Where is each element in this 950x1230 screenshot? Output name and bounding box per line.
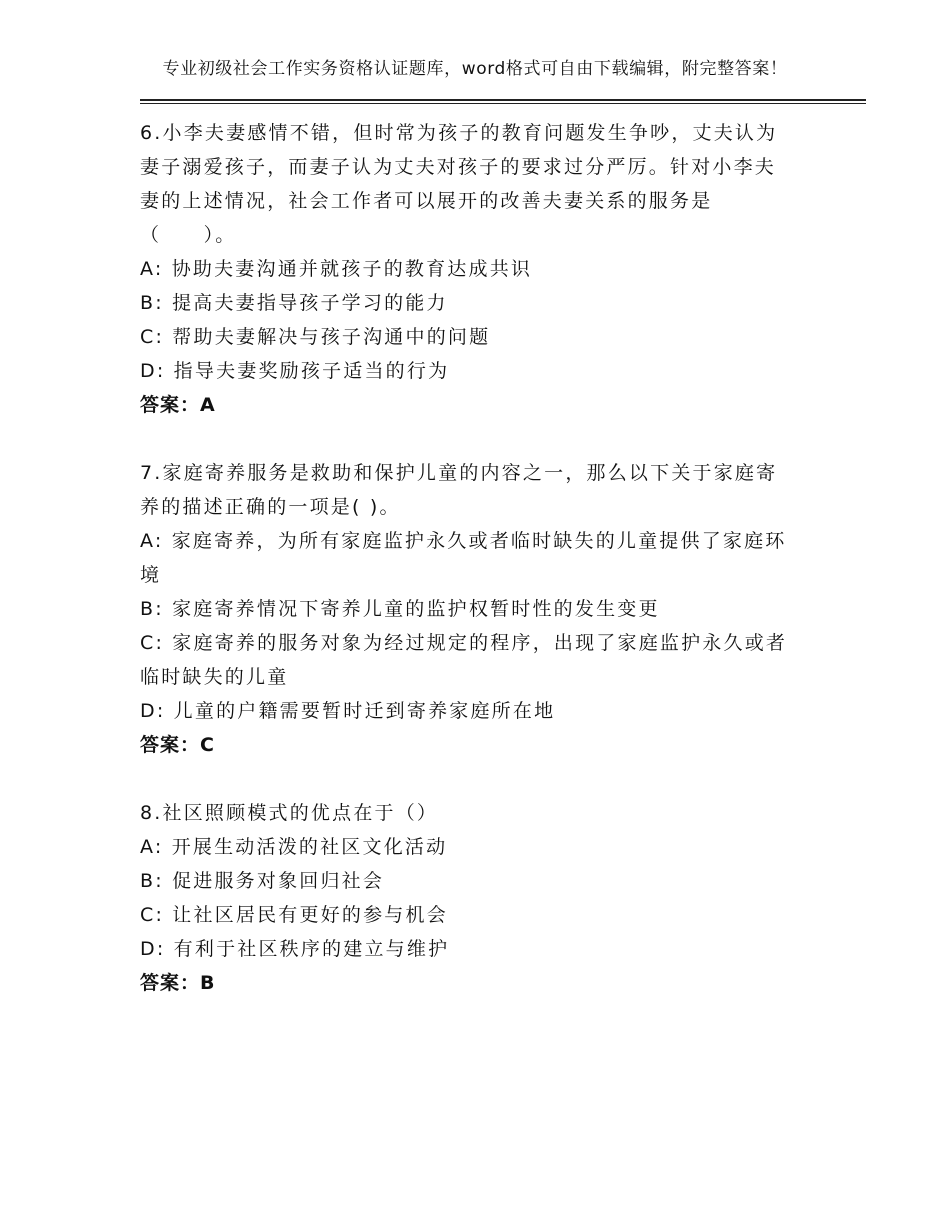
question-stem-line: 妻的上述情况，社会工作者可以展开的改善夫妻关系的服务是 (140, 190, 713, 212)
question-stem-line: 7.家庭寄养服务是救助和保护儿童的内容之一，那么以下关于家庭寄 (140, 462, 778, 484)
option-c-continued: 临时缺失的儿童 (140, 666, 289, 688)
question-7 (140, 456, 810, 762)
option-a: A: 协助夫妻沟通并就孩子的教育达成共识 (140, 258, 533, 280)
header-divider-thin (140, 103, 866, 104)
option-d: D: 儿童的户籍需要暂时迁到寄养家庭所在地 (140, 700, 556, 722)
question-stem-line: 妻子溺爱孩子，而妻子认为丈夫对孩子的要求过分严厉。针对小李夫 (140, 156, 777, 178)
answer-label: 答案：C (140, 734, 215, 756)
option-b: B: 促进服务对象回归社会 (140, 870, 385, 892)
option-b: B: 家庭寄养情况下寄养儿童的监护权暂时性的发生变更 (140, 598, 660, 620)
question-8 (140, 796, 810, 1000)
option-b: B: 提高夫妻指导孩子学习的能力 (140, 292, 448, 314)
option-d: D: 有利于社区秩序的建立与维护 (140, 938, 450, 960)
option-c: C: 帮助夫妻解决与孩子沟通中的问题 (140, 326, 491, 348)
question-spacer (140, 762, 810, 796)
question-list (140, 116, 810, 1000)
option-c: C: 家庭寄养的服务对象为经过规定的程序，出现了家庭监护永久或者 (140, 632, 788, 654)
answer-label: 答案：A (140, 394, 216, 416)
option-a-continued: 境 (140, 564, 162, 586)
header-divider-thick (140, 99, 866, 101)
page-header: 专业初级社会工作实务资格认证题库，word格式可自由下载编辑，附完整答案！ (162, 59, 788, 79)
question-stem-line: 8.社区照顾模式的优点在于（） (140, 802, 439, 824)
question-stem-line: 养的描述正确的一项是( )。 (140, 496, 401, 518)
answer-label: 答案：B (140, 972, 216, 994)
question-spacer (140, 422, 810, 456)
question-6 (140, 116, 810, 422)
question-stem-line: 6.小李夫妻感情不错，但时常为孩子的教育问题发生争吵，丈夫认为 (140, 122, 778, 144)
option-a: A: 开展生动活泼的社区文化活动 (140, 836, 448, 858)
option-a: A: 家庭寄养，为所有家庭监护永久或者临时缺失的儿童提供了家庭环 (140, 530, 787, 552)
question-stem-line: （ ）。 (140, 224, 237, 246)
option-c: C: 让社区居民有更好的参与机会 (140, 904, 448, 926)
option-d: D: 指导夫妻奖励孩子适当的行为 (140, 360, 450, 382)
